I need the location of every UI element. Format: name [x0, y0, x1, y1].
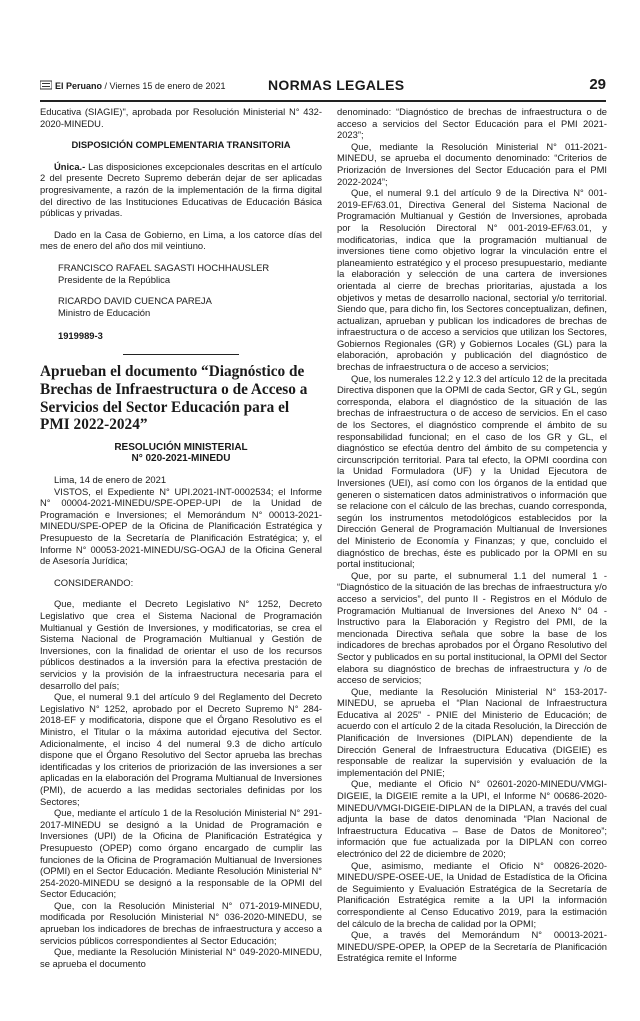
- vistos-paragraph: VISTOS, el Expediente N° UPI.2021-INT-0002534; el Informe N° 00004-2021-MINEDU/SPE-OPEP-UPI de la Unidad de Programación e Inversiones; el Memorándum N° 00013-2021-MINEDU/SPE-OPEP de la Oficina de Planificación Estratégica y Presupuesto de la Secretaría de Planificación Estratégica; y, el Informe N° 00053-2021-MINEDU/SG-OGAJ de la Oficina General de Asesoría Jurídica;: [40, 485, 322, 567]
- resolution-headline: Aprueban el documento “Diagnóstico de Brechas de Infraestructura o de Acceso a Servicios del Sector Educación para el PMI 2022-2024”: [40, 362, 308, 434]
- header-left: El Peruano / Viernes 15 de enero de 2021: [40, 80, 225, 91]
- page-number: 29: [589, 76, 606, 93]
- paragraph: Que, con la Resolución Ministerial N° 071-2019-MINEDU, modificada por Resolución Ministerial N° 036-2020-MINEDU, se aprueban los indicadores de brechas de infraestructura y acceso a servicios públicos correspondientes al Sector Educación;: [40, 899, 322, 946]
- resolution-title-line2: N° 020-2021-MINEDU: [131, 453, 231, 465]
- section-divider: [123, 354, 239, 355]
- publication-date: Viernes 15 de enero de 2021: [109, 81, 226, 91]
- signer1-title: Presidente de la República: [58, 273, 171, 285]
- unica-paragraph: [40, 161, 322, 219]
- paragraph: Que, asimismo, mediante el Oficio N° 00826-2020-MINEDU/SPE-OSEE-UE, la Unidad de Estadística de la Oficina de Seguimiento y Evaluación Estratégica de la Secretaría de Planificación Estratégica remite a la UPI la información correspondiente al Censo Educativo 2019, para la estimación del cálculo de la brecha de calidad por la OPMI;: [337, 859, 607, 929]
- publication-name: El Peruano: [55, 81, 103, 91]
- paragraph: Que, los numerales 12.2 y 12.3 del artículo 12 de la precitada Directiva disponen que la OPMI de cada Sector, GR y GL, según corresponda, elabora el diagnóstico de la situación de las brechas de infraestructura o de acceso de servicios. En el caso de los Sectores, el diagnóstico comprende el ámbito de su responsabilidad funcional; en el caso de los GR y GL, el diagnóstico se efectúa dentro del ámbito de su competencia y circunscripción territorial. Para tal efecto, la OPMI coordina con la Unidad Formuladora (UF) y la Unidad Ejecutora de Inversiones (UEI), así como con los órganos de la entidad que generen o sistematicen datos administrativos o información que se relacione con el cálculo de las brechas, cuando corresponda, según los instrumentos metodológicos establecidos por la Dirección General de Programación Multianual de Inversiones del Ministerio de Economía y Finanzas; y que, concluido el diagnóstico de brechas, éste es publicado por la OPMI en su portal institucional;: [337, 372, 607, 570]
- paragraph: Que, mediante el Oficio N° 02601-2020-MINEDU/VMGI-DIGEIE, la DIGEIE remite a la UPI, el Informe N° 00686-2020-MINEDU/VMGI-DIGEIE-DIPLAN de la DIPLAN, a través del cual adjunta la base de datos denominada “Plan Nacional de Infraestructura Educativa – Base de Datos de Monitoreo”; información que fue actualizada por la DIPLAN con correo electrónico del 22 de diciembre de 2020;: [337, 778, 607, 859]
- document-code: 1919989-3: [58, 330, 103, 342]
- intro-text: Educativa (SIAGIE)", aprobada por Resolución Ministerial N° 432-2020-MINEDU.: [40, 106, 322, 129]
- right-column: [337, 106, 607, 964]
- left-column: [40, 106, 322, 969]
- unica-label: Única.-: [54, 160, 86, 172]
- transitory-provision-title: DISPOSICIÓN COMPLEMENTARIA TRANSITORIA: [71, 139, 291, 151]
- considerando-label: CONSIDERANDO:: [54, 576, 134, 588]
- paragraph: denominado: “Diagnóstico de brechas de infraestructura o de acceso a servicios del Sector Educación para el PMI 2021-2023”;: [337, 106, 607, 141]
- paragraph: Que, mediante la Resolución Ministerial N° 049-2020-MINEDU, se aprueba el documento: [40, 946, 322, 969]
- paragraph: Que, a través del Memorándum N° 00013-2021-MINEDU/SPE-OPEP, la OPEP de la Secretaría de Planificación Estratégica remite el Informe: [337, 929, 607, 964]
- section-title: NORMAS LEGALES: [268, 77, 405, 93]
- signer2-title: Ministro de Educación: [58, 306, 151, 318]
- resolution-title-line1: RESOLUCIÓN MINISTERIAL: [114, 442, 248, 454]
- paragraph: Que, mediante el artículo 1 de la Resolución Ministerial N° 291-2017-MINEDU se designó a la Unidad de Programación e Inversiones (UPI) de la Oficina de Planificación Estratégica y Presupuesto (OPEP) como órgano encargado de cumplir las funciones de la Oficina de Programación Multianual de Inversiones (OPMI) en el Sector Educación. Mediante Resolución Ministerial N° 254-2020-MINEDU se designó a la responsable de la OPMI del Sector Educación;: [40, 807, 322, 900]
- given-at-text: Dado en la Casa de Gobierno, en Lima, a los catorce días del mes de enero del año dos mil veintiuno.: [40, 228, 322, 252]
- unica-text: Las disposiciones excepcionales descritas en el artículo 2 del presente Decreto Supremo deberán dejar de ser aplicadas progresivamente, a razón de la implementación de la firma digital del directivo de las Instituciones Educativas de Educación Básica públicas y privadas.: [40, 160, 322, 219]
- paragraph: Que, por su parte, el subnumeral 1.1 del numeral 1 - “Diagnóstico de la situación de las brechas de infraestructura y/o acceso a servicios”, del punto II - Registros en el Módulo de Programación Multianual de Inversiones del Anexo N° 04 - Instructivo para la Elaboración y Registro del PMI, de la mencionada Directiva señala que sobre la base de los indicadores de brechas aprobados por el Órgano Resolutivo del Sector y publicados en su portal institucional, la OPMI del Sector elabora su diagnóstico de brechas de infraestructura y /o de acceso de servicios;: [337, 569, 607, 686]
- el-peruano-logo-icon: [40, 80, 52, 90]
- paragraph: Que, el numeral 9.1 del artículo 9 de la Directiva N° 001-2019-EF/63.01, Directiva General del Sistema Nacional de Programación Multianual y Gestión de Inversiones, aprobada por la Resolución Directoral N° 001-2019-EF/63.01, y modificatorias, indica que la programación multianual de inversiones tiene como objetivo lograr la vinculación entre el planeamiento estratégico y el proceso presupuestario, mediante la elaboración y selección de una cartera de inversiones orientada al cierre de brechas prioritarias, ajustada a los objetivos y metas de desarrollo nacional, sectorial y/o territorial. Siendo que, para dicho fin, los Sectores conceptualizan, definen, actualizan, aprueban y publican los indicadores de brechas de infraestructura o de acceso a servicios que utilizan los Sectores, Gobiernos Regionales (GR) y Gobiernos Locales (GL) para la elaboración, aprobación y publicación del diagnóstico de brechas de infraestructura o de acceso a servicios;: [337, 187, 607, 373]
- paragraph: Que, mediante la Resolución Ministerial N° 011-2021-MINEDU, se aprueba el documento denominado: “Criterios de Priorización de Inversiones del Sector Educación para el PMI 2022-2024”;: [337, 140, 607, 187]
- page-header: [40, 74, 606, 102]
- signer1-name: FRANCISCO RAFAEL SAGASTI HOCHHAUSLER: [58, 261, 270, 273]
- paragraph: Que, el numeral 9.1 del artículo 9 del Reglamento del Decreto Legislativo N° 1252, aprobado por el Decreto Supremo N° 284-2018-EF y modificatoria, dispone que el Órgano Resolutivo es el Ministro, el Titular o la máxima autoridad ejecutiva del Sector. Adicionalmente, el inciso 4 del numeral 9.3 de dicho artículo dispone que el Órgano Resolutivo del Sector aprueba las brechas identificadas y los criterios de priorización de las inversiones a ser aplicadas en la elaboración del Programa Multianual de Inversiones (PMI), de acuerdo a las medidas sectoriales definidas por los Sectores;: [40, 691, 322, 807]
- signer2-name: RICARDO DAVID CUENCA PAREJA: [58, 295, 212, 307]
- date-line: Lima, 14 de enero de 2021: [54, 474, 167, 486]
- paragraph: Que, mediante el Decreto Legislativo N° 1252, Decreto Legislativo que crea el Sistema Nacional de Programación Multianual y Gestión de Inversiones, y modificatorias, se crea el Sistema Nacional de Programación Multianual y Gestión de Inversiones, con la finalidad de orientar el uso de los recursos públicos destinados a la inversión para la efectiva prestación de servicios y la provisión de la infraestructura necesaria para el desarrollo del país;: [40, 598, 322, 691]
- resolution-title: [40, 442, 322, 464]
- paragraph: Que, mediante la Resolución Ministerial N° 153-2017-MINEDU, se aprueba el “Plan Nacional de Infraestructura Educativa al 2025” - PNIE del Ministerio de Educación; de acuerdo con el artículo 2 de la citada Resolución, la Dirección de Planificación de Inversiones (DIPLAN) dependiente de la Dirección General de Infraestructura Educativa (DIGEIE) es responsable de realizar la supervisión y evaluación de la implementación del PNIE;: [337, 685, 607, 778]
